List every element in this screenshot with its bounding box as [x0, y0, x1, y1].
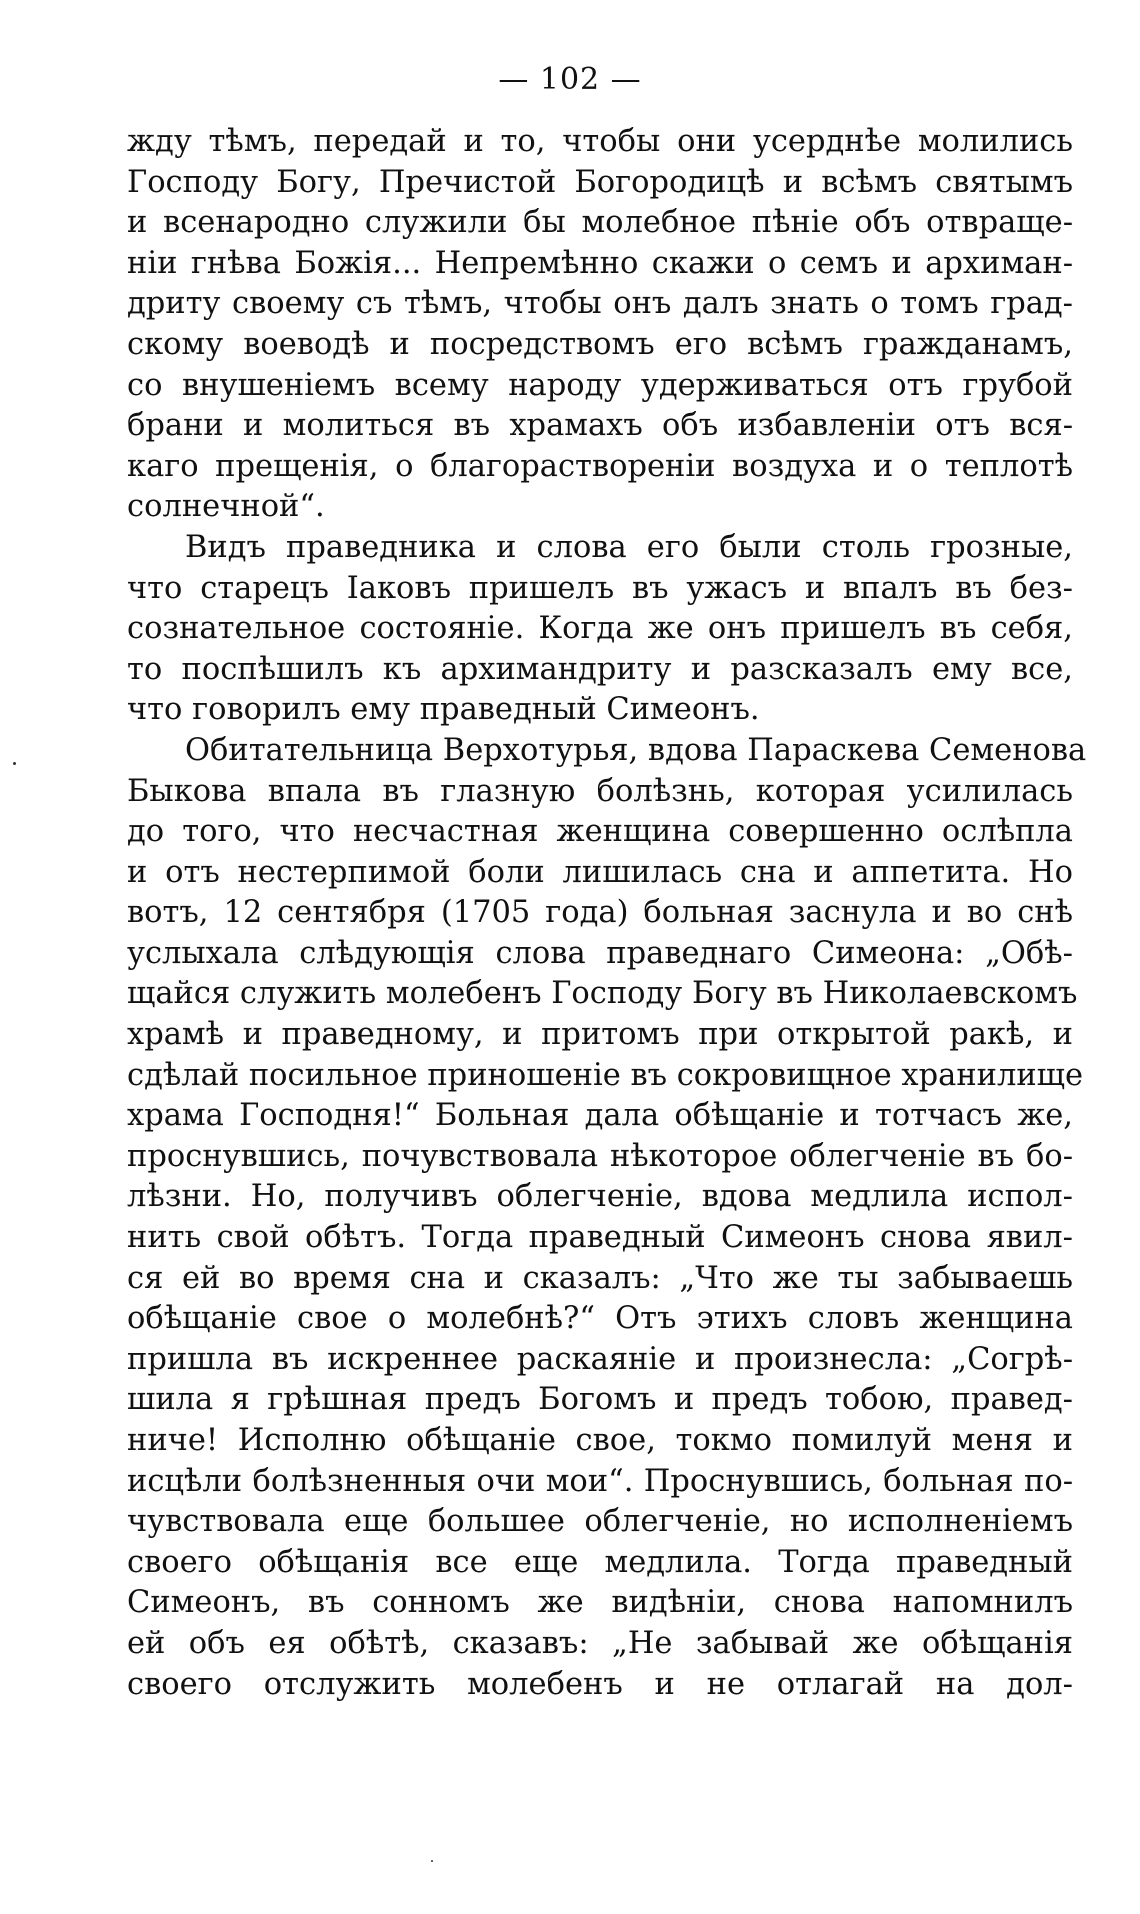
text-line: со внушеніемъ всему народу удерживаться отъ грубой [127, 367, 1073, 403]
text-line: каго прещенія, о благораствореніи воздуха и о теплотѣ [127, 448, 1073, 484]
text-line: вотъ, 12 сентября (1705 года) больная заснула и во снѣ [127, 895, 1073, 931]
text-line: шила я грѣшная предъ Богомъ и предъ тобою, правед- [127, 1382, 1073, 1418]
text-line: лѣзни. Но, получивъ облегченіе, вдова медлила испол- [127, 1179, 1073, 1215]
text-line: брани и молиться въ храмахъ объ избавленіи отъ вся- [127, 408, 1073, 444]
text-line: щайся служить молебенъ Господу Богу въ Николаевскомъ [127, 976, 1078, 1012]
text-line: чувствовала еще большее облегченіе, но исполненіемъ [127, 1504, 1073, 1540]
scan-speck [431, 1860, 433, 1862]
text-line: Господу Богу, Пречистой Богородицѣ и всѣмъ святымъ [127, 164, 1073, 200]
text-line: сознательное состояніе. Когда же онъ пришелъ въ себя, [127, 611, 1073, 647]
text-line: что говорилъ ему праведный Симеонъ. [127, 692, 760, 728]
text-line: своего отслужить молебенъ и не отлагай на дол- [127, 1666, 1073, 1702]
text-line: сдѣлай посильное приношеніе въ сокровищное хранилище [127, 1057, 1084, 1093]
text-line: скому воеводѣ и посредствомъ его всѣмъ гражданамъ, [127, 326, 1073, 362]
text-line: проснувшись, почувствовала нѣкоторое облегченіе въ бо- [127, 1138, 1073, 1174]
text-line: услыхала слѣдующія слова праведнаго Симеона: „Обѣ- [127, 935, 1073, 971]
text-line: ниче! Исполню обѣщаніе свое, токмо помилуй меня и [127, 1423, 1073, 1458]
text-line: храма Господня!“ Больная дала обѣщаніе и тотчасъ же, [127, 1098, 1073, 1134]
text-line: обѣщаніе свое о молебнѣ?“ Отъ этихъ словъ женщина [127, 1301, 1073, 1337]
text-line: жду тѣмъ, передай и то, чтобы они усерднѣе молились [127, 124, 1073, 159]
text-line: ей объ ея обѣтѣ, сказавъ: „Не забывай же обѣщанія [127, 1625, 1073, 1661]
text-line: то поспѣшилъ къ архимандриту и разсказалъ ему все, [127, 651, 1073, 687]
text-line: и всенародно служили бы молебное пѣніе объ отвраще- [127, 205, 1073, 241]
text-line: ся ей во время сна и сказалъ: „Что же ты забываешь [127, 1260, 1073, 1296]
text-line: что старецъ Іаковъ пришелъ въ ужасъ и впалъ въ без- [127, 570, 1073, 606]
text-line: пришла въ искреннее раскаяніе и произнесла: „Согрѣ- [127, 1341, 1073, 1377]
text-line: до того, что несчастная женщина совершенно ослѣпла [127, 814, 1073, 850]
text-line: Симеонъ, въ сонномъ же видѣніи, снова напомнилъ [127, 1585, 1073, 1621]
text-line: и отъ нестерпимой боли лишилась сна и аппетита. Но [127, 854, 1073, 890]
text-line: ніи гнѣва Божія... Непремѣнно скажи о семъ и архиман- [127, 245, 1073, 281]
scan-speck [13, 762, 16, 765]
body-text [127, 122, 1087, 1705]
text-line: солнечной“. [127, 489, 325, 525]
page-number: — 102 — [498, 62, 642, 97]
paragraph-start-line: Видъ праведника и слова его были столь грозные, [185, 529, 1073, 565]
text-line: Быкова впала въ глазную болѣзнь, которая усилилась [127, 773, 1073, 809]
text-line: храмѣ и праведному, и притомъ при открытой ракѣ, и [127, 1017, 1073, 1053]
text-line: нить свой обѣтъ. Тогда праведный Симеонъ снова явил- [127, 1220, 1073, 1256]
text-line: своего обѣщанія все еще медлила. Тогда праведный [127, 1544, 1073, 1580]
text-line: исцѣли болѣзненныя очи мои“. Проснувшись, больная по- [127, 1463, 1073, 1499]
text-line: дриту своему съ тѣмъ, чтобы онъ далъ знать о томъ град- [127, 286, 1073, 322]
paragraph-start-line: Обитательница Верхотурья, вдова Параскева Семенова [185, 732, 1087, 768]
